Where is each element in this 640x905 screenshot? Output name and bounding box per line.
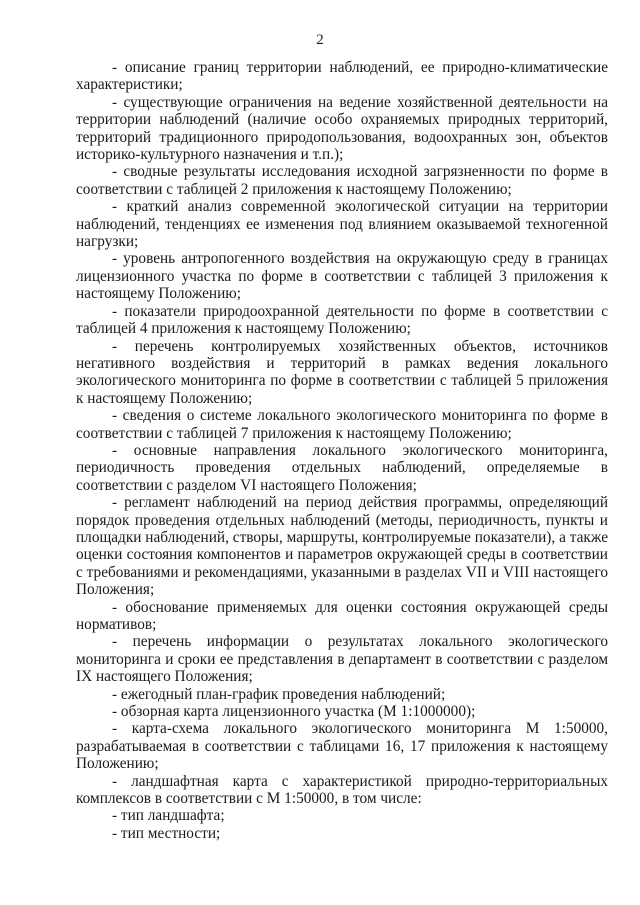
list-item: - показатели природоохранной деятельности по форме в соответствии с таблицей 4 приложения к настоящему Положению; (76, 302, 608, 338)
list-item: - обоснование применяемых для оценки состояния окружающей среды нормативов; (76, 598, 608, 633)
list-item: - описание границ территории наблюдений, ее природно-климатические характеристики; (76, 59, 608, 94)
list-item: - уровень антропогенного воздействия на окружающую среду в границах лицензионного участка по форме в соответствии с таблицей 3 приложения к настоящему Положению; (76, 250, 608, 303)
document-body (76, 59, 608, 842)
list-item: - сводные результаты исследования исходной загрязненности по форме в соответствии с таблицей 2 приложения к настоящему Положению; (76, 163, 608, 198)
list-item: - краткий анализ современной экологической ситуации на территории наблюдений, тенденциях ее изменения под влиянием оказываемой техногенной нагрузки; (76, 198, 608, 251)
list-item: - перечень информации о результатах локального экологического мониторинга и сроки ее представления в департамент в соответствии с разделом IX настоящего Положения; (76, 633, 608, 686)
list-item: - существующие ограничения на ведение хозяйственной деятельности на территории наблюдений (наличие особо охраняемых природных территорий, территорий традиционного природопользования, водоохранных зон, объектов историко-культурного назначения и т.п.); (76, 93, 608, 164)
list-item: - ландшафтная карта с характеристикой природно-территориальных комплексов в соответствии с М 1:50000, в том числе: (76, 772, 608, 808)
list-item: - основные направления локального экологического мониторинга, периодичность проведения отдельных наблюдений, определяемые в соответствии с разделом VI настоящего Положения; (76, 441, 608, 494)
list-item: - сведения о системе локального экологического мониторинга по форме в соответствии с таблицей 7 приложения к настоящему Положению; (76, 407, 608, 442)
list-item: - тип ландшафта; (112, 807, 225, 825)
list-item: - регламент наблюдений на период действия программы, определяющий порядок проведения отдельных наблюдений (методы, периодичность, пункты и площадки наблюдений, створы, маршруты, контролируемые показатели), а также оценки состояния компонентов и параметров окружающей среды в соответствии с требованиями и рекомендациями, указанными в разделах VII и VIII настоящего Положения; (76, 494, 608, 599)
list-item: - тип местности; (112, 824, 221, 842)
list-item: - перечень контролируемых хозяйственных объектов, источников негативного воздействия и территорий в рамках ведения локального экологического мониторинга по форме в соответствии с таблицей 5 приложения к настоящему Положению; (76, 337, 608, 407)
list-item: - ежегодный план-график проведения наблюдений; (112, 685, 446, 703)
page-number: 2 (316, 32, 324, 48)
list-item: - карта-схема локального экологического мониторинга М 1:50000, разрабатываемая в соответствии с таблицами 16, 17 приложения к настоящему Положению; (76, 720, 608, 773)
list-item: - обзорная карта лицензионного участка (М 1:1000000); (112, 703, 476, 721)
